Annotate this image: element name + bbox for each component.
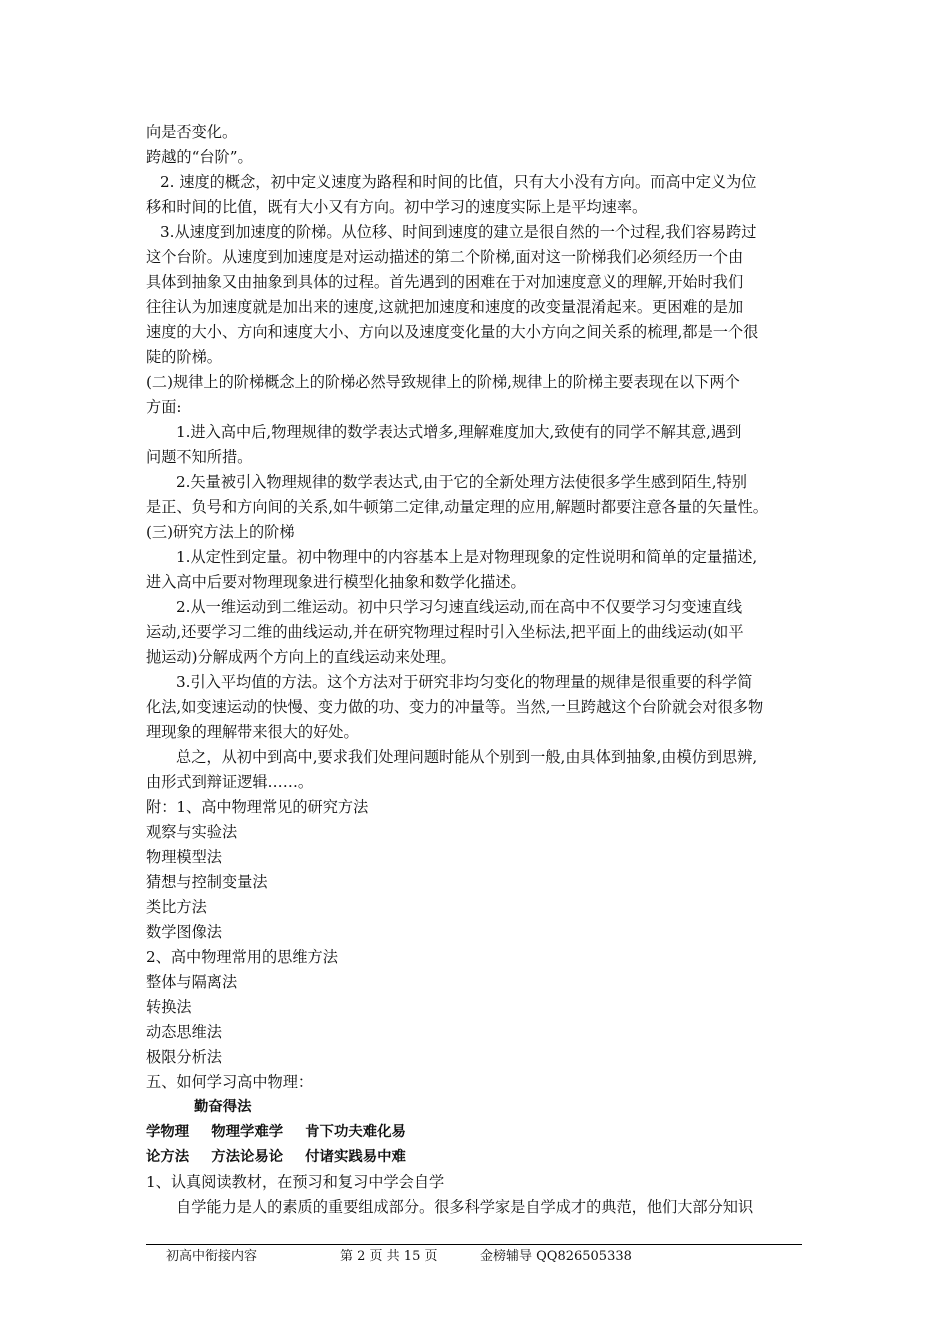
section-heading-how-to-learn: 五、如何学习高中物理： bbox=[146, 1073, 314, 1091]
text-line: 由形式到辩证逻辑……。 bbox=[146, 773, 314, 791]
subsection-heading-reading: 1、认真阅读教材，在预习和复习中学会自学 bbox=[146, 1173, 445, 1191]
appendix-heading-thinking: 2、高中物理常用的思维方法 bbox=[146, 948, 338, 966]
paragraph-summary: 总之，从初中到高中,要求我们处理问题时能从个别到一般,由具体到抽象,由模仿到思辨, bbox=[176, 748, 758, 766]
text-line: 理现象的理解带来很大的好处。 bbox=[146, 723, 359, 741]
text-line: 陡的阶梯。 bbox=[146, 348, 222, 366]
paragraph-speed-concept: 2. 速度的概念，初中定义速度为路程和时间的比值，只有大小没有方向。而高中定义为位 bbox=[160, 173, 757, 191]
document-body bbox=[146, 120, 814, 1220]
paragraph-method-1: 1.从定性到定量。初中物理中的内容基本上是对物理现象的定性说明和简单的定量描述, bbox=[176, 548, 758, 566]
footer-divider bbox=[146, 1244, 802, 1245]
paragraph-method-3: 3.引入平均值的方法。这个方法对于研究非均匀变化的物理量的规律是很重要的科学简 bbox=[176, 673, 753, 691]
text-line: 速度的大小、方向和速度大小、方向以及速度变化量的大小方向之间关系的梳理,都是一个很 bbox=[146, 323, 759, 341]
section-heading-methods: (三)研究方法上的阶梯 bbox=[146, 523, 295, 541]
footer-page-number: 第 2 页 共 15 页 bbox=[340, 1249, 438, 1264]
list-item: 极限分析法 bbox=[146, 1048, 222, 1066]
list-item: 观察与实验法 bbox=[146, 823, 238, 841]
text-line: 具体到抽象又由抽象到具体的过程。首先遇到的困难在于对加速度意义的理解,开始时我们 bbox=[146, 273, 744, 291]
motto-phrase: 论方法 bbox=[146, 1149, 190, 1165]
paragraph-law-1: 1.进入高中后,物理规律的数学表达式增多,理解难度加大,致使有的同学不解其意,遇到 bbox=[176, 423, 742, 441]
list-item: 转换法 bbox=[146, 998, 192, 1016]
text-line: 化法,如变速运动的快慢、变力做的功、变力的冲量等。当然,一旦跨越这个台阶就会对很多物 bbox=[146, 698, 764, 716]
paragraph-law-2: 2.矢量被引入物理规律的数学表达式,由于它的全新处理方法使很多学生感到陌生,特别 bbox=[176, 473, 747, 491]
motto-phrase: 学物理 bbox=[146, 1124, 190, 1140]
footer-brand: 金榜辅导 QQ826505338 bbox=[480, 1249, 632, 1264]
text-line: 方面: bbox=[146, 398, 182, 416]
text-line: 这个台阶。从速度到加速度是对运动描述的第二个阶梯,面对这一阶梯我们必须经历一个由 bbox=[146, 248, 744, 266]
motto-title: 勤奋得法 bbox=[194, 1099, 252, 1115]
list-item: 猜想与控制变量法 bbox=[146, 873, 268, 891]
paragraph-self-study: 自学能力是人的素质的重要组成部分。很多科学家是自学成才的典范，他们大部分知识 bbox=[176, 1198, 754, 1216]
motto-phrase: 肯下功夫难化易 bbox=[305, 1124, 406, 1140]
list-item: 物理模型法 bbox=[146, 848, 222, 866]
text-line: 跨越的“台阶”。 bbox=[146, 148, 253, 166]
paragraph-acceleration: 3.从速度到加速度的阶梯。从位移、时间到速度的建立是很自然的一个过程,我们容易跨过 bbox=[160, 223, 757, 241]
motto-phrase: 方法论易论 bbox=[211, 1149, 284, 1165]
motto-phrase: 付诸实践易中难 bbox=[305, 1149, 406, 1165]
motto-phrase: 物理学难学 bbox=[211, 1124, 284, 1140]
motto-line-1 bbox=[146, 1120, 814, 1145]
list-item: 数学图像法 bbox=[146, 923, 222, 941]
text-line: 移和时间的比值，既有大小又有方向。初中学习的速度实际上是平均速率。 bbox=[146, 198, 648, 216]
list-item: 整体与隔离法 bbox=[146, 973, 238, 991]
text-line: 问题不知所措。 bbox=[146, 448, 253, 466]
text-line: 往往认为加速度就是加出来的速度,这就把加速度和速度的改变量混淆起来。更困难的是加 bbox=[146, 298, 744, 316]
paragraph-method-2: 2.从一维运动到二维运动。初中只学习匀速直线运动,而在高中不仅要学习匀变速直线 bbox=[176, 598, 743, 616]
list-item: 类比方法 bbox=[146, 898, 207, 916]
text-line: 抛运动)分解成两个方向上的直线运动来处理。 bbox=[146, 648, 456, 666]
text-line: 是正、负号和方向间的关系,如牛顿第二定律,动量定理的应用,解题时都要注意各量的矢量性。 bbox=[146, 498, 768, 516]
text-line: 向是否变化。 bbox=[146, 123, 238, 141]
text-line: 运动,还要学习二维的曲线运动,并在研究物理过程时引入坐标法,把平面上的曲线运动(如平 bbox=[146, 623, 744, 641]
appendix-heading-research: 附：1、高中物理常见的研究方法 bbox=[146, 798, 369, 816]
section-heading-laws: (二)规律上的阶梯概念上的阶梯必然导致规律上的阶梯,规律上的阶梯主要表现在以下两个 bbox=[146, 373, 740, 391]
text-line: 进入高中后要对物理现象进行模型化抽象和数学化描述。 bbox=[146, 573, 526, 591]
footer-title: 初高中衔接内容 bbox=[166, 1249, 258, 1264]
motto-line-2 bbox=[146, 1145, 814, 1170]
list-item: 动态思维法 bbox=[146, 1023, 222, 1041]
